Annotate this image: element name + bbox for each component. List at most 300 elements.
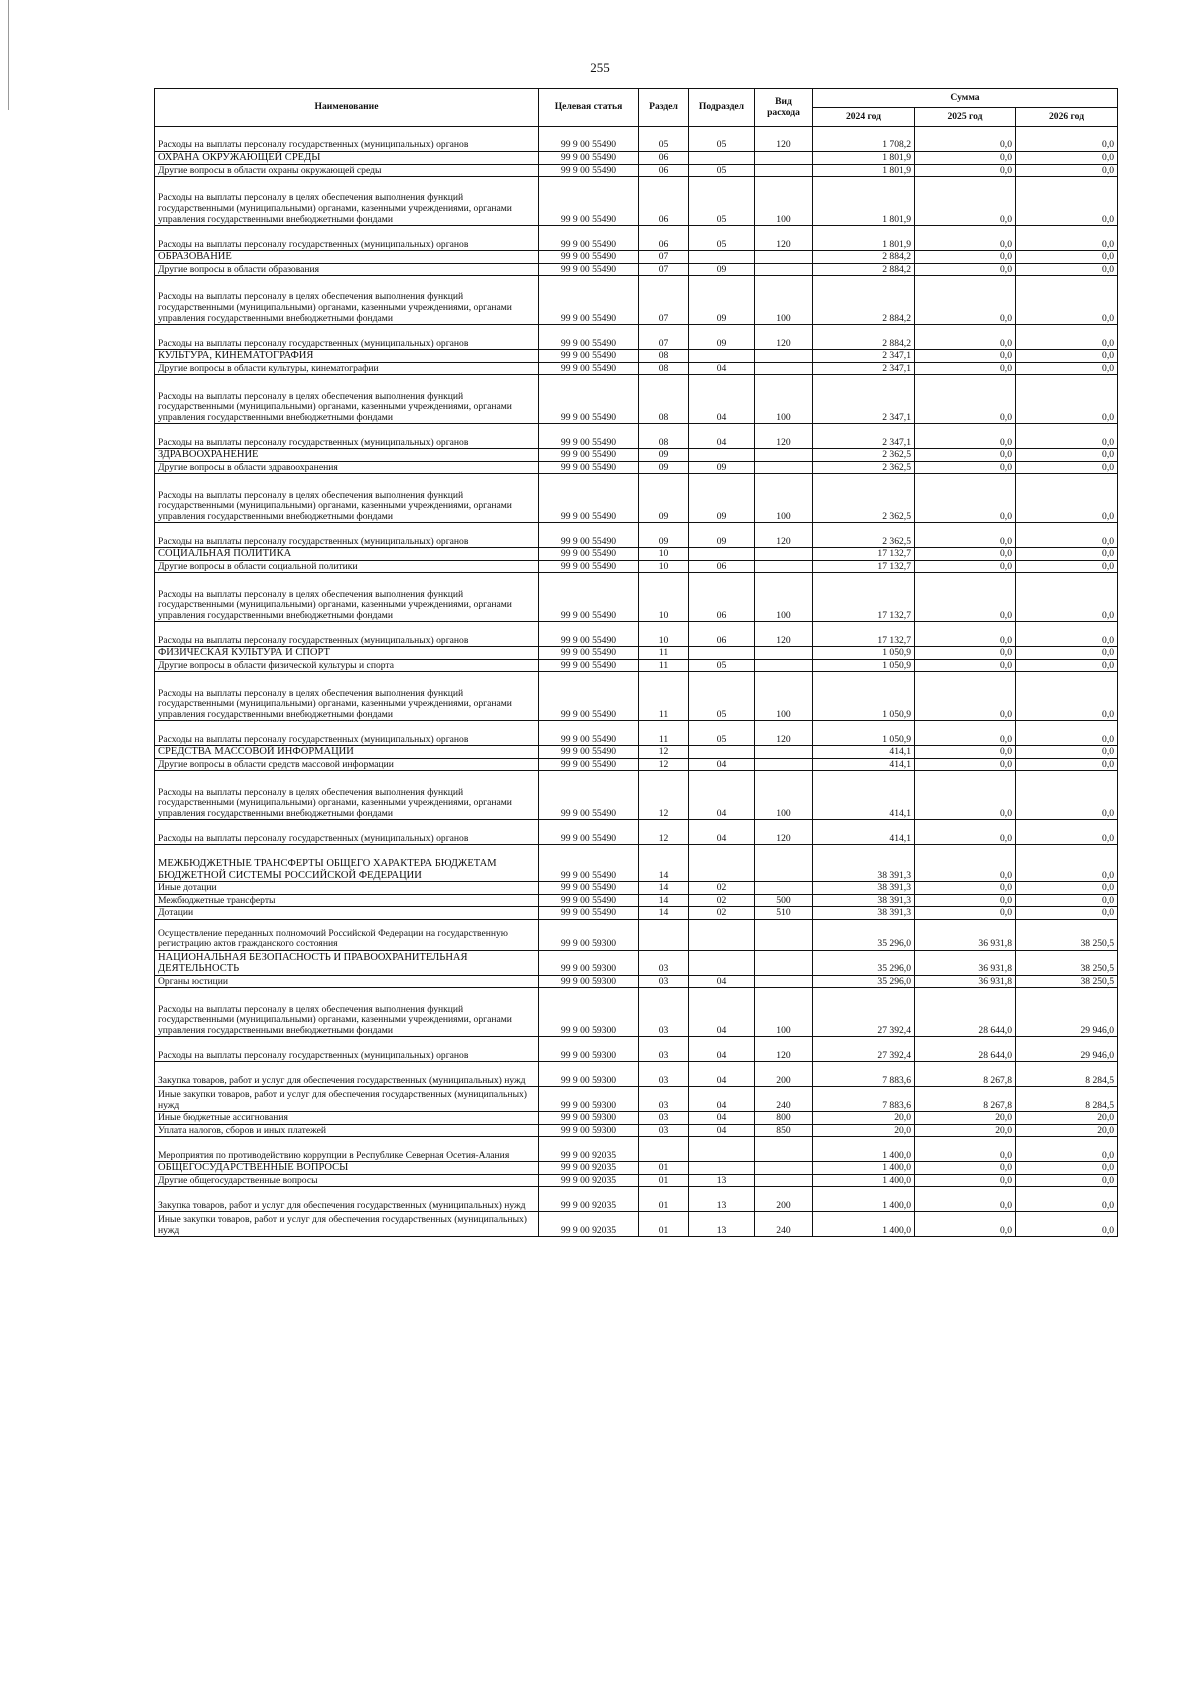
cell-2024: 2 347,1 — [813, 424, 915, 449]
cell-subsection: 05 — [689, 177, 755, 226]
cell-name: ФИЗИЧЕСКАЯ КУЛЬТУРА И СПОРТ — [155, 647, 539, 660]
table-row — [155, 721, 1118, 746]
cell-name: НАЦИОНАЛЬНАЯ БЕЗОПАСНОСТЬ И ПРАВООХРАНИТЕЛЬНАЯ ДЕЯТЕЛЬНОСТЬ — [155, 950, 539, 975]
table-row — [155, 1174, 1118, 1187]
cell-2025: 0,0 — [915, 907, 1016, 920]
cell-section: 07 — [639, 251, 689, 264]
cell-section: 11 — [639, 672, 689, 721]
cell-section: 09 — [639, 461, 689, 474]
cell-kind — [755, 548, 813, 561]
cell-section: 10 — [639, 548, 689, 561]
cell-section: 12 — [639, 746, 689, 759]
cell-kind: 850 — [755, 1124, 813, 1137]
cell-subsection: 04 — [689, 1112, 755, 1125]
header-subsection: Подраздел — [689, 89, 755, 127]
cell-2025: 0,0 — [915, 820, 1016, 845]
cell-2025: 0,0 — [915, 474, 1016, 523]
table-row — [155, 647, 1118, 660]
cell-name: КУЛЬТУРА, КИНЕМАТОГРАФИЯ — [155, 350, 539, 363]
cell-subsection: 05 — [689, 672, 755, 721]
cell-2024: 1 400,0 — [813, 1162, 915, 1175]
cell-subsection: 04 — [689, 1037, 755, 1062]
cell-2026: 0,0 — [1016, 758, 1118, 771]
cell-2025: 0,0 — [915, 424, 1016, 449]
cell-2026: 0,0 — [1016, 622, 1118, 647]
cell-section: 06 — [639, 152, 689, 165]
cell-target: 99 9 00 55490 — [539, 573, 639, 622]
table-row — [155, 164, 1118, 177]
cell-section: 09 — [639, 474, 689, 523]
cell-kind — [755, 164, 813, 177]
cell-2024: 1 801,9 — [813, 177, 915, 226]
cell-target: 99 9 00 55490 — [539, 449, 639, 462]
cell-section: 03 — [639, 1124, 689, 1137]
cell-section: 10 — [639, 573, 689, 622]
cell-2024: 2 362,5 — [813, 523, 915, 548]
cell-2024: 2 347,1 — [813, 362, 915, 375]
cell-2024: 27 392,4 — [813, 1037, 915, 1062]
cell-target: 99 9 00 55490 — [539, 771, 639, 820]
table-row — [155, 1212, 1118, 1237]
cell-2025: 0,0 — [915, 362, 1016, 375]
cell-2025: 0,0 — [915, 375, 1016, 424]
cell-2024: 20,0 — [813, 1124, 915, 1137]
cell-subsection: 09 — [689, 461, 755, 474]
cell-section: 07 — [639, 276, 689, 325]
cell-2024: 1 400,0 — [813, 1174, 915, 1187]
cell-2026: 0,0 — [1016, 177, 1118, 226]
table-row — [155, 375, 1118, 424]
cell-2025: 0,0 — [915, 647, 1016, 660]
cell-kind — [755, 350, 813, 363]
cell-2024: 1 801,9 — [813, 152, 915, 165]
cell-name: Расходы на выплаты персоналу государственных (муниципальных) органов — [155, 127, 539, 152]
page-number: 255 — [590, 60, 610, 75]
cell-section: 12 — [639, 771, 689, 820]
cell-target: 99 9 00 92035 — [539, 1212, 639, 1237]
table-row — [155, 461, 1118, 474]
cell-target: 99 9 00 59300 — [539, 1062, 639, 1087]
table-row — [155, 1124, 1118, 1137]
table-row — [155, 988, 1118, 1037]
cell-kind: 100 — [755, 988, 813, 1037]
table-row — [155, 1062, 1118, 1087]
cell-kind — [755, 1162, 813, 1175]
cell-subsection: 04 — [689, 758, 755, 771]
cell-target: 99 9 00 55490 — [539, 820, 639, 845]
cell-2026: 0,0 — [1016, 251, 1118, 264]
table-row — [155, 1187, 1118, 1212]
cell-2026: 0,0 — [1016, 424, 1118, 449]
cell-name: Закупка товаров, работ и услуг для обеспечения государственных (муниципальных) нужд — [155, 1062, 539, 1087]
cell-target: 99 9 00 92035 — [539, 1187, 639, 1212]
cell-section: 14 — [639, 882, 689, 895]
cell-section: 11 — [639, 659, 689, 672]
cell-section: 10 — [639, 622, 689, 647]
cell-name: Иные дотации — [155, 882, 539, 895]
cell-section: 07 — [639, 325, 689, 350]
cell-kind: 240 — [755, 1212, 813, 1237]
cell-subsection: 04 — [689, 362, 755, 375]
table-row — [155, 758, 1118, 771]
cell-2025: 8 267,8 — [915, 1087, 1016, 1112]
cell-2025: 0,0 — [915, 721, 1016, 746]
table-row — [155, 894, 1118, 907]
cell-2024: 27 392,4 — [813, 988, 915, 1037]
table-row — [155, 560, 1118, 573]
cell-kind: 120 — [755, 424, 813, 449]
table-row — [155, 659, 1118, 672]
cell-section: 03 — [639, 1112, 689, 1125]
cell-2025: 0,0 — [915, 177, 1016, 226]
cell-kind: 100 — [755, 672, 813, 721]
cell-2024: 38 391,3 — [813, 907, 915, 920]
cell-2024: 1 400,0 — [813, 1212, 915, 1237]
cell-name: Другие вопросы в области социальной политики — [155, 560, 539, 573]
cell-2024: 1 050,9 — [813, 659, 915, 672]
cell-2025: 0,0 — [915, 263, 1016, 276]
cell-subsection: 04 — [689, 988, 755, 1037]
cell-kind — [755, 1174, 813, 1187]
cell-2026: 0,0 — [1016, 276, 1118, 325]
table-row — [155, 1162, 1118, 1175]
cell-2025: 0,0 — [915, 758, 1016, 771]
cell-subsection: 06 — [689, 573, 755, 622]
cell-kind: 120 — [755, 820, 813, 845]
cell-2026: 29 946,0 — [1016, 1037, 1118, 1062]
cell-2026: 0,0 — [1016, 771, 1118, 820]
cell-2026: 0,0 — [1016, 721, 1118, 746]
cell-section: 07 — [639, 263, 689, 276]
cell-2024: 414,1 — [813, 758, 915, 771]
cell-subsection: 09 — [689, 263, 755, 276]
table-row — [155, 474, 1118, 523]
table-row — [155, 845, 1118, 882]
cell-kind — [755, 758, 813, 771]
cell-name: Уплата налогов, сборов и иных платежей — [155, 1124, 539, 1137]
cell-section: 06 — [639, 226, 689, 251]
cell-2026: 0,0 — [1016, 672, 1118, 721]
cell-subsection: 13 — [689, 1174, 755, 1187]
cell-target: 99 9 00 92035 — [539, 1162, 639, 1175]
cell-2025: 0,0 — [915, 350, 1016, 363]
cell-target: 99 9 00 55490 — [539, 164, 639, 177]
cell-2024: 414,1 — [813, 771, 915, 820]
cell-name: Расходы на выплаты персоналу государственных (муниципальных) органов — [155, 424, 539, 449]
cell-2024: 38 391,3 — [813, 894, 915, 907]
cell-name: Расходы на выплаты персоналу государственных (муниципальных) органов — [155, 622, 539, 647]
table-row — [155, 907, 1118, 920]
cell-target: 99 9 00 55490 — [539, 127, 639, 152]
cell-target: 99 9 00 59300 — [539, 1112, 639, 1125]
cell-section: 08 — [639, 424, 689, 449]
cell-2024: 2 347,1 — [813, 375, 915, 424]
cell-subsection: 13 — [689, 1212, 755, 1237]
cell-kind — [755, 647, 813, 660]
cell-2025: 0,0 — [915, 882, 1016, 895]
cell-name: Мероприятия по противодействию коррупции в Республике Северная Осетия-Алания — [155, 1137, 539, 1162]
cell-name: Расходы на выплаты персоналу государственных (муниципальных) органов — [155, 820, 539, 845]
cell-2026: 8 284,5 — [1016, 1087, 1118, 1112]
cell-name: Расходы на выплаты персоналу в целях обеспечения выполнения функций государственными (муниципальными) органами, казенными учреждениями, органами управления государственными внебюджетными фондами — [155, 988, 539, 1037]
cell-name: Органы юстиции — [155, 975, 539, 988]
cell-section — [639, 919, 689, 950]
cell-2024: 38 391,3 — [813, 882, 915, 895]
table-row — [155, 127, 1118, 152]
cell-kind — [755, 362, 813, 375]
cell-2025: 0,0 — [915, 573, 1016, 622]
cell-target: 99 9 00 59300 — [539, 1087, 639, 1112]
cell-section: 01 — [639, 1162, 689, 1175]
cell-name: Иные закупки товаров, работ и услуг для обеспечения государственных (муниципальных) нужд — [155, 1212, 539, 1237]
cell-2026: 29 946,0 — [1016, 988, 1118, 1037]
cell-2026: 0,0 — [1016, 523, 1118, 548]
cell-subsection — [689, 449, 755, 462]
cell-subsection: 04 — [689, 375, 755, 424]
cell-2025: 0,0 — [915, 152, 1016, 165]
cell-target: 99 9 00 59300 — [539, 1037, 639, 1062]
cell-2026: 0,0 — [1016, 820, 1118, 845]
cell-section: 01 — [639, 1174, 689, 1187]
cell-name: Другие вопросы в области физической культуры и спорта — [155, 659, 539, 672]
cell-section: 08 — [639, 362, 689, 375]
table-row — [155, 771, 1118, 820]
cell-2024: 1 801,9 — [813, 226, 915, 251]
cell-kind — [755, 152, 813, 165]
cell-kind — [755, 950, 813, 975]
cell-subsection: 06 — [689, 622, 755, 647]
cell-name: Расходы на выплаты персоналу в целях обеспечения выполнения функций государственными (муниципальными) органами, казенными учреждениями, органами управления государственными внебюджетными фондами — [155, 771, 539, 820]
cell-subsection: 04 — [689, 1087, 755, 1112]
cell-target: 99 9 00 59300 — [539, 988, 639, 1037]
cell-2024: 17 132,7 — [813, 573, 915, 622]
cell-2026: 0,0 — [1016, 350, 1118, 363]
cell-section: 10 — [639, 560, 689, 573]
cell-section: 14 — [639, 845, 689, 882]
cell-2026: 0,0 — [1016, 1162, 1118, 1175]
cell-2026: 0,0 — [1016, 375, 1118, 424]
cell-2025: 0,0 — [915, 1187, 1016, 1212]
cell-2025: 0,0 — [915, 1162, 1016, 1175]
cell-kind — [755, 1137, 813, 1162]
cell-2026: 0,0 — [1016, 164, 1118, 177]
cell-2024: 1 050,9 — [813, 672, 915, 721]
cell-2025: 0,0 — [915, 845, 1016, 882]
cell-kind: 100 — [755, 771, 813, 820]
cell-2024: 2 884,2 — [813, 251, 915, 264]
cell-2026: 0,0 — [1016, 548, 1118, 561]
cell-name: Другие общегосударственные вопросы — [155, 1174, 539, 1187]
cell-target: 99 9 00 55490 — [539, 263, 639, 276]
cell-name: Иные закупки товаров, работ и услуг для обеспечения государственных (муниципальных) нужд — [155, 1087, 539, 1112]
cell-name: Закупка товаров, работ и услуг для обеспечения государственных (муниципальных) нужд — [155, 1187, 539, 1212]
cell-target: 99 9 00 55490 — [539, 276, 639, 325]
cell-target: 99 9 00 55490 — [539, 461, 639, 474]
cell-subsection — [689, 251, 755, 264]
cell-2026: 0,0 — [1016, 449, 1118, 462]
cell-target: 99 9 00 55490 — [539, 523, 639, 548]
cell-2026: 0,0 — [1016, 907, 1118, 920]
cell-2024: 17 132,7 — [813, 548, 915, 561]
cell-subsection — [689, 152, 755, 165]
cell-2025: 36 931,8 — [915, 950, 1016, 975]
cell-kind — [755, 975, 813, 988]
cell-name: Другие вопросы в области охраны окружающей среды — [155, 164, 539, 177]
table-row — [155, 350, 1118, 363]
cell-section: 06 — [639, 177, 689, 226]
table-row — [155, 1087, 1118, 1112]
cell-2026: 38 250,5 — [1016, 950, 1118, 975]
cell-name: Расходы на выплаты персоналу в целях обеспечения выполнения функций государственными (муниципальными) органами, казенными учреждениями, органами управления государственными внебюджетными фондами — [155, 375, 539, 424]
table-row — [155, 950, 1118, 975]
cell-kind: 120 — [755, 325, 813, 350]
cell-target: 99 9 00 55490 — [539, 622, 639, 647]
cell-2025: 0,0 — [915, 251, 1016, 264]
cell-2024: 1 400,0 — [813, 1187, 915, 1212]
table-row — [155, 1112, 1118, 1125]
cell-kind — [755, 449, 813, 462]
table-row — [155, 746, 1118, 759]
cell-2026: 0,0 — [1016, 560, 1118, 573]
cell-section: 01 — [639, 1212, 689, 1237]
cell-2025: 36 931,8 — [915, 975, 1016, 988]
cell-target: 99 9 00 59300 — [539, 1124, 639, 1137]
cell-kind — [755, 919, 813, 950]
header-year-2025: 2025 год — [915, 108, 1016, 127]
cell-kind: 120 — [755, 226, 813, 251]
cell-name: МЕЖБЮДЖЕТНЫЕ ТРАНСФЕРТЫ ОБЩЕГО ХАРАКТЕРА БЮДЖЕТАМ БЮДЖЕТНОЙ СИСТЕМЫ РОССИЙСКОЙ ФЕДЕРАЦИИ — [155, 845, 539, 882]
cell-2026: 38 250,5 — [1016, 975, 1118, 988]
cell-target: 99 9 00 55490 — [539, 362, 639, 375]
cell-section: 03 — [639, 975, 689, 988]
cell-2024: 2 884,2 — [813, 276, 915, 325]
cell-section: 03 — [639, 988, 689, 1037]
cell-section: 09 — [639, 449, 689, 462]
cell-name: СОЦИАЛЬНАЯ ПОЛИТИКА — [155, 548, 539, 561]
cell-2026: 8 284,5 — [1016, 1062, 1118, 1087]
cell-2026: 20,0 — [1016, 1124, 1118, 1137]
cell-section: 09 — [639, 523, 689, 548]
table-row — [155, 975, 1118, 988]
cell-2026: 0,0 — [1016, 1187, 1118, 1212]
cell-2026: 0,0 — [1016, 746, 1118, 759]
table-row — [155, 226, 1118, 251]
cell-section: 12 — [639, 820, 689, 845]
cell-name: СРЕДСТВА МАССОВОЙ ИНФОРМАЦИИ — [155, 746, 539, 759]
cell-2025: 0,0 — [915, 1212, 1016, 1237]
cell-kind: 100 — [755, 177, 813, 226]
cell-subsection — [689, 845, 755, 882]
cell-2024: 7 883,6 — [813, 1087, 915, 1112]
cell-name: Межбюджетные трансферты — [155, 894, 539, 907]
cell-name: Другие вопросы в области образования — [155, 263, 539, 276]
cell-2026: 0,0 — [1016, 226, 1118, 251]
cell-2024: 1 050,9 — [813, 647, 915, 660]
cell-kind — [755, 560, 813, 573]
cell-section: 11 — [639, 721, 689, 746]
cell-2024: 1 801,9 — [813, 164, 915, 177]
table-body — [155, 127, 1118, 1237]
header-section: Раздел — [639, 89, 689, 127]
cell-target: 99 9 00 55490 — [539, 560, 639, 573]
header-kind: Вид расхода — [755, 89, 813, 127]
cell-name: Осуществление переданных полномочий Российской Федерации на государственную регистрацию актов гражданского состояния — [155, 919, 539, 950]
cell-2026: 0,0 — [1016, 461, 1118, 474]
cell-2025: 8 267,8 — [915, 1062, 1016, 1087]
table-row — [155, 177, 1118, 226]
cell-kind: 240 — [755, 1087, 813, 1112]
cell-2025: 0,0 — [915, 461, 1016, 474]
cell-subsection: 04 — [689, 1124, 755, 1137]
cell-subsection: 05 — [689, 659, 755, 672]
cell-kind — [755, 659, 813, 672]
cell-section: 06 — [639, 164, 689, 177]
cell-2026: 0,0 — [1016, 263, 1118, 276]
cell-kind: 120 — [755, 721, 813, 746]
table-row — [155, 882, 1118, 895]
cell-target: 99 9 00 55490 — [539, 251, 639, 264]
cell-subsection: 02 — [689, 894, 755, 907]
table-row — [155, 276, 1118, 325]
cell-2025: 0,0 — [915, 276, 1016, 325]
cell-kind: 800 — [755, 1112, 813, 1125]
cell-name: Расходы на выплаты персоналу государственных (муниципальных) органов — [155, 523, 539, 548]
cell-name: Расходы на выплаты персоналу государственных (муниципальных) органов — [155, 226, 539, 251]
cell-kind — [755, 746, 813, 759]
cell-2024: 17 132,7 — [813, 622, 915, 647]
cell-2024: 2 362,5 — [813, 474, 915, 523]
cell-name: Другие вопросы в области средств массовой информации — [155, 758, 539, 771]
cell-2026: 20,0 — [1016, 1112, 1118, 1125]
cell-kind: 120 — [755, 1037, 813, 1062]
cell-target: 99 9 00 55490 — [539, 659, 639, 672]
table-row — [155, 523, 1118, 548]
cell-subsection: 04 — [689, 1062, 755, 1087]
cell-2025: 0,0 — [915, 622, 1016, 647]
cell-name: ОХРАНА ОКРУЖАЮЩЕЙ СРЕДЫ — [155, 152, 539, 165]
cell-name: Другие вопросы в области культуры, кинематографии — [155, 362, 539, 375]
cell-2024: 2 362,5 — [813, 461, 915, 474]
cell-subsection — [689, 950, 755, 975]
cell-target: 99 9 00 92035 — [539, 1174, 639, 1187]
cell-kind: 500 — [755, 894, 813, 907]
table-row — [155, 449, 1118, 462]
cell-kind: 100 — [755, 474, 813, 523]
cell-2025: 0,0 — [915, 548, 1016, 561]
cell-name: Расходы на выплаты персоналу в целях обеспечения выполнения функций государственными (муниципальными) органами, казенными учреждениями, органами управления государственными внебюджетными фондами — [155, 474, 539, 523]
cell-kind: 100 — [755, 375, 813, 424]
cell-section: 03 — [639, 1062, 689, 1087]
cell-2025: 0,0 — [915, 894, 1016, 907]
cell-target: 99 9 00 55490 — [539, 647, 639, 660]
cell-name: Расходы на выплаты персоналу в целях обеспечения выполнения функций государственными (муниципальными) органами, казенными учреждениями, органами управления государственными внебюджетными фондами — [155, 177, 539, 226]
cell-target: 99 9 00 55490 — [539, 882, 639, 895]
cell-2024: 1 050,9 — [813, 721, 915, 746]
cell-target: 99 9 00 55490 — [539, 845, 639, 882]
cell-kind — [755, 461, 813, 474]
cell-kind — [755, 845, 813, 882]
cell-2025: 0,0 — [915, 659, 1016, 672]
cell-kind: 120 — [755, 622, 813, 647]
cell-2025: 20,0 — [915, 1124, 1016, 1137]
cell-2025: 0,0 — [915, 746, 1016, 759]
cell-name: Дотации — [155, 907, 539, 920]
table-row — [155, 251, 1118, 264]
table-row — [155, 1037, 1118, 1062]
cell-kind — [755, 251, 813, 264]
cell-subsection: 04 — [689, 424, 755, 449]
cell-2026: 0,0 — [1016, 152, 1118, 165]
